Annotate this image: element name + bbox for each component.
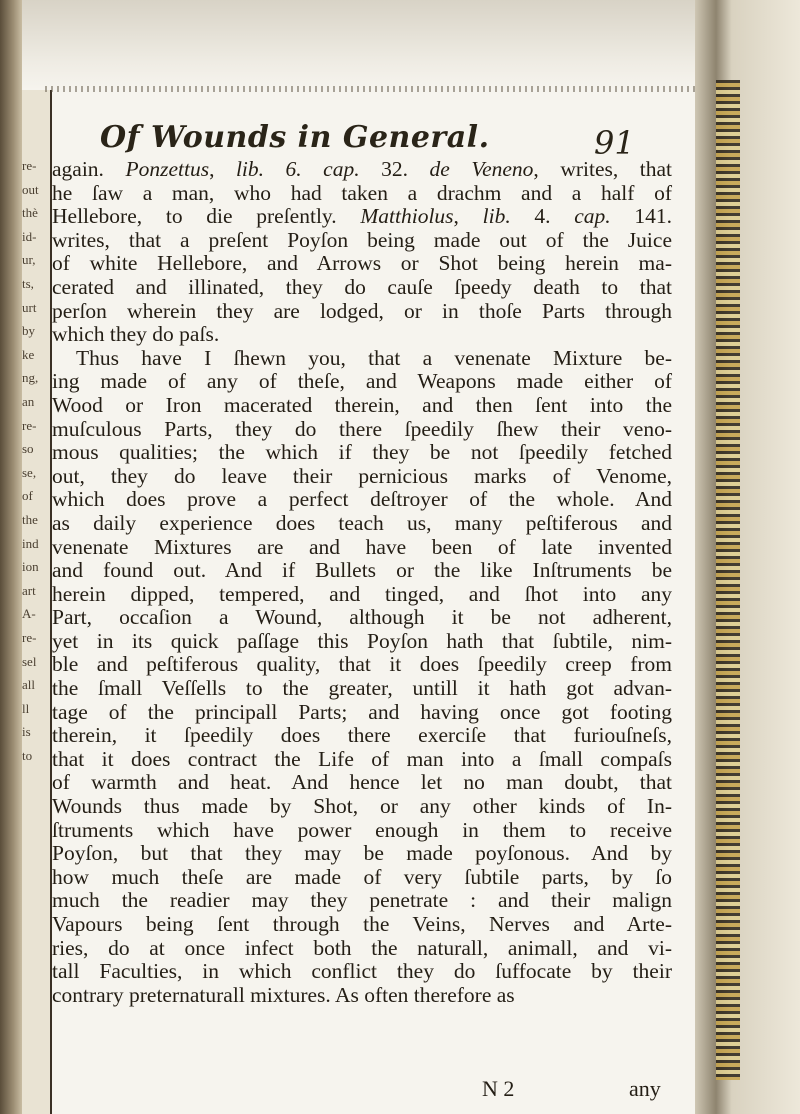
text-line (52, 536, 672, 560)
margin-fragment: art (22, 582, 36, 598)
margin-fragment: ion (22, 559, 39, 575)
text-segment: ſtruments which have power enough in them to receive (52, 817, 672, 842)
text-segment: 32. (359, 157, 430, 181)
page-fore-edge (695, 0, 800, 1114)
text-line (52, 866, 672, 890)
text-line (52, 276, 672, 300)
text-line (52, 347, 672, 371)
text-line (52, 488, 672, 512)
text-segment: , writes, that (533, 157, 672, 181)
text-segment: he ſaw a man, who had taken a drachm and a half of (52, 180, 672, 205)
italic-text: lib. 6. cap. (235, 157, 360, 181)
text-segment: Hellebore, to die preſently. (52, 204, 361, 229)
text-segment: tall Faculties, in which conflict they do ſuffocate by their (52, 959, 672, 984)
margin-fragment: ke (22, 346, 35, 362)
text-segment: Wounds thus made by Shot, or any other kinds of In- (52, 794, 672, 819)
text-line (52, 323, 672, 347)
text-line (52, 465, 672, 489)
text-line (52, 300, 672, 324)
text-segment: which does prove a perfect deſtroyer of the whole. And (52, 487, 672, 512)
margin-fragment: se, (22, 464, 37, 480)
text-segment: yet in its quick paſſage this Poyſon hath that ſubtile, nim- (52, 628, 672, 653)
margin-fragment: of (22, 488, 33, 504)
text-line (52, 252, 672, 276)
text-line (52, 677, 672, 701)
text-line (52, 937, 672, 961)
running-head: Of Wounds in General. (100, 120, 490, 155)
text-segment: ries, do at once infect both the naturall, animall, and vi- (52, 935, 672, 960)
margin-fragment: re- (22, 417, 37, 433)
margin-fragment: ur, (22, 252, 36, 268)
page-number: 91 (594, 124, 635, 162)
text-segment: which they do paſs. (52, 322, 220, 347)
margin-fragment: ll (22, 700, 30, 716)
page-header (100, 120, 660, 160)
text-segment: 4. (510, 204, 575, 229)
text-line (52, 370, 672, 394)
text-segment: how much theſe are made of very ſubtile parts, by ſo (52, 864, 672, 889)
text-segment: tage of the principall Parts; and having once got footing (52, 699, 672, 724)
margin-fragment: to (22, 748, 33, 763)
signature-mark: N 2 (482, 1076, 515, 1101)
margin-fragment: sel (22, 653, 37, 669)
body-text (52, 158, 672, 1007)
text-line (52, 842, 672, 866)
text-line (52, 960, 672, 984)
text-line (52, 984, 672, 1008)
text-segment: cerated and illinated, they do cauſe ſpeedy death to that (52, 274, 672, 299)
book-gutter (0, 0, 22, 1114)
text-segment: of white Hellebore, and Arrows or Shot being herein ma- (52, 251, 672, 276)
text-segment: perſon wherein they are lodged, or in thoſe Parts through (52, 298, 672, 323)
margin-fragment: A- (22, 606, 36, 622)
text-line (52, 771, 672, 795)
text-segment: and found out. And if Bullets or the like Inſtruments be (52, 558, 672, 583)
text-segment: herein dipped, tempered, and tinged, and ſhot into any (52, 581, 672, 606)
page-footer (52, 1076, 672, 1106)
page-top-band (22, 0, 695, 90)
text-segment: writes, that a preſent Poyſon being made out of the Juice (52, 227, 672, 252)
text-segment: Wood or Iron macerated therein, and then ſent into the (52, 392, 672, 417)
text-segment: therein, it ſpeedily does there exerciſe that furiouſneſs, (52, 723, 672, 748)
text-segment: of warmth and heat. And hence let no man doubt, that (52, 770, 672, 795)
text-segment: out, they do leave their pernicious marks of Venome, (52, 463, 672, 488)
text-segment: Part, occaſion a Wound, although it be not adherent, (52, 605, 672, 630)
text-segment: as daily experience does teach us, many peſtiferous and (52, 510, 672, 535)
text-line (52, 701, 672, 725)
margin-fragment: thè (22, 205, 38, 221)
text-segment: 141. (610, 204, 673, 229)
facing-page-edge (22, 80, 52, 1114)
text-segment: mous qualities; the which if they be not ſpeedily fetched (52, 440, 672, 465)
margin-fragment: ts, (22, 276, 34, 291)
margin-fragment: ng, (22, 370, 39, 386)
italic-text: Matthiolus (360, 204, 454, 229)
text-line (52, 583, 672, 607)
text-line (52, 724, 672, 748)
text-line (52, 889, 672, 913)
margin-fragment: the (22, 512, 38, 527)
text-line (52, 748, 672, 772)
text-line (52, 441, 672, 465)
text-segment: Vapours being ſent through the Veins, Nerves and Arte- (52, 912, 672, 936)
margin-fragment: by (22, 323, 35, 339)
text-line (52, 158, 672, 182)
margin-fragment: urt (22, 299, 37, 315)
text-segment: , (453, 204, 483, 229)
text-line (52, 418, 672, 442)
text-line (52, 394, 672, 418)
italic-text: cap. (574, 204, 611, 229)
text-segment: contrary preternaturall mixtures. As often therefore as (52, 982, 515, 1007)
text-segment: ble and peſtiferous quality, that it does ſpeedily creep from (52, 652, 672, 677)
margin-fragment: ind (22, 535, 39, 551)
margin-fragment: id- (22, 228, 37, 244)
margin-fragment: all (22, 677, 35, 693)
margin-fragment: is (22, 724, 31, 740)
text-segment: the ſmall Veſſells to the greater, untill it hath got advan- (52, 676, 672, 701)
decorative-rule (45, 86, 695, 92)
italic-text: de Veneno (429, 157, 534, 181)
text-segment: Poyſon, but that they may be made poyſonous. And by (52, 841, 672, 866)
text-line (52, 606, 672, 630)
text-segment: venenate Mixtures are and have been of late invented (52, 534, 672, 559)
text-line (52, 819, 672, 843)
italic-text: Ponzettus (125, 157, 210, 181)
text-line (52, 795, 672, 819)
text-line (52, 653, 672, 677)
margin-fragment: re- (22, 630, 37, 645)
text-line (52, 205, 672, 229)
text-segment: muſculous Parts, they do there ſpeedily ſhew their veno- (52, 416, 672, 441)
text-segment: ing made of any of theſe, and Weapons made either of (52, 369, 672, 394)
catchword: any (629, 1076, 661, 1101)
text-segment: again. (52, 157, 126, 181)
text-segment: much the readier may they penetrate : and their malign (52, 888, 672, 913)
margin-fragment: an (22, 394, 35, 409)
margin-fragment: re- (22, 158, 37, 173)
text-segment: , (209, 157, 236, 181)
text-line (52, 182, 672, 206)
margin-fragment: so (22, 441, 34, 457)
decorative-border (716, 80, 740, 1080)
italic-text: lib. (482, 204, 511, 229)
text-line (52, 630, 672, 654)
text-line (52, 559, 672, 583)
text-line (52, 512, 672, 536)
text-segment: that it does contract the Life of man into a ſmall compaſs (52, 746, 672, 771)
text-line (52, 229, 672, 253)
margin-fragment: out (22, 181, 39, 197)
text-line (52, 913, 672, 937)
text-segment: Thus have I ſhewn you, that a venenate Mixture be- (76, 345, 672, 370)
